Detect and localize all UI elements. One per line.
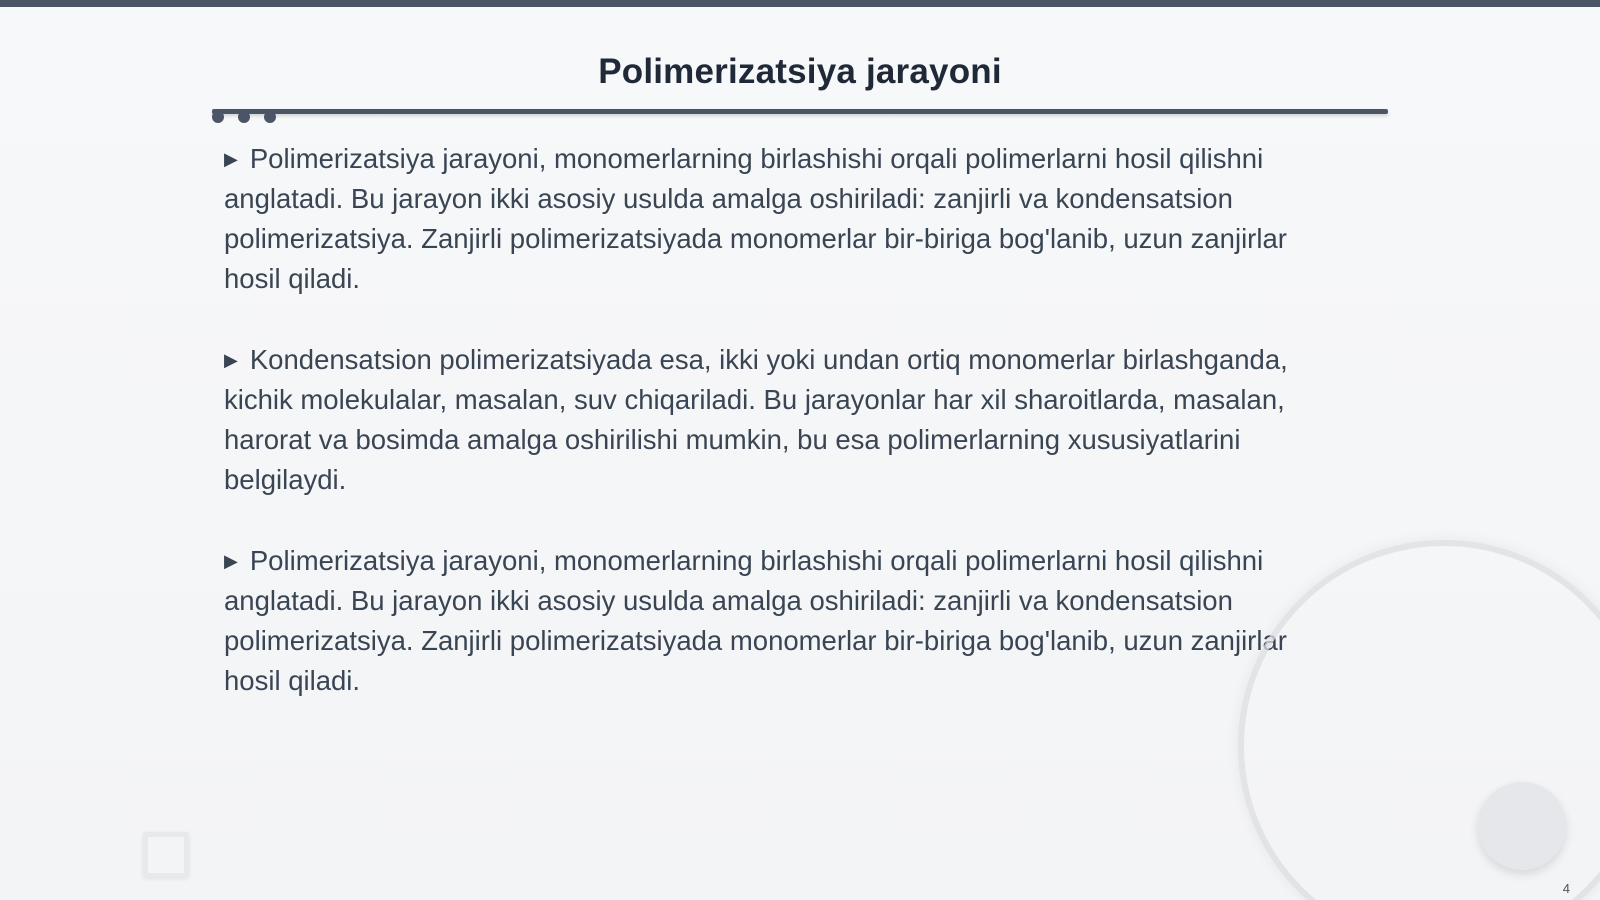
page-number: 4 xyxy=(1562,881,1570,896)
decor-square xyxy=(143,832,189,878)
decor-dot-2 xyxy=(238,111,250,123)
bullet-paragraph-3 xyxy=(224,541,1304,701)
title-underline xyxy=(212,109,1388,114)
slide-title: Polimerizatsiya jarayoni xyxy=(598,52,1002,91)
decor-disc xyxy=(1478,782,1566,870)
bullet-paragraph-1 xyxy=(224,139,1304,299)
decor-dot-1 xyxy=(212,111,224,123)
paragraph-text-1: Polimerizatsiya jarayoni, monomerlarning birlashishi orqali polimerlarni hosil qilishni anglatadi. Bu jarayon ikki asosiy usulda amalga oshiriladi: zanjirli va kondensatsion polimerizatsiya. Zanjirli polimerizatsiyada monomerlar bir-biriga bog'lanib, uzun zanjirlar hosil qiladi. xyxy=(224,143,1287,294)
triangle-bullet-icon: ▶ xyxy=(224,350,238,370)
paragraph-text-3: Polimerizatsiya jarayoni, monomerlarning birlashishi orqali polimerlarni hosil qilishni anglatadi. Bu jarayon ikki asosiy usulda amalga oshiriladi: zanjirli va kondensatsion polimerizatsiya. Zanjirli polimerizatsiyada monomerlar bir-biriga bog'lanib, uzun zanjirlar hosil qiladi. xyxy=(224,545,1287,696)
decor-dot-3 xyxy=(264,111,276,123)
slide-body xyxy=(224,139,1304,742)
bullet-paragraph-2 xyxy=(224,340,1304,500)
paragraph-text-2: Kondensatsion polimerizatsiyada esa, ikki yoki undan ortiq monomerlar birlashganda, kichik molekulalar, masalan, suv chiqariladi. Bu jarayonlar har xil sharoitlarda, masalan, harorat va bosimda amalga oshirilishi mumkin, bu esa polimerlarning xususiyatlarini belgilaydi. xyxy=(224,344,1288,495)
triangle-bullet-icon: ▶ xyxy=(224,149,238,169)
top-accent-bar xyxy=(0,0,1600,7)
triangle-bullet-icon: ▶ xyxy=(224,551,238,571)
